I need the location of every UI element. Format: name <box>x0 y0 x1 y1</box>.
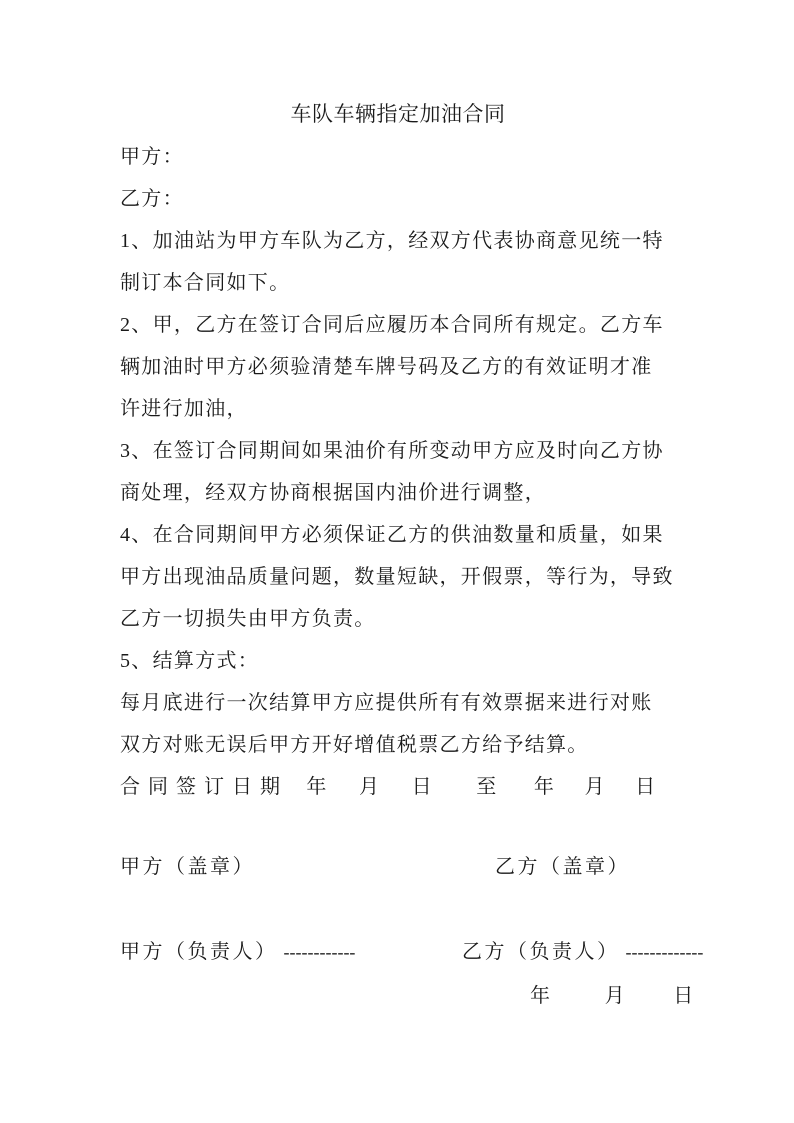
seal-row <box>120 846 676 888</box>
bottom-date-day: 日 <box>673 985 695 1007</box>
party-a-label: 甲方： <box>120 146 184 168</box>
clause-2-line-2: 辆加油时甲方必须验清楚车牌号码及乙方的有效证明才准 <box>120 356 653 378</box>
bottom-date-year: 年 <box>530 985 552 1007</box>
party-b-responsible-label: 乙方（负责人） <box>462 941 620 963</box>
sign-date-year-1: 年 <box>306 776 328 798</box>
clause-5 <box>120 640 676 682</box>
party-a-signature-line: ------------ <box>283 942 356 962</box>
settlement-paragraph <box>120 682 676 766</box>
party-b-label: 乙方： <box>120 188 184 210</box>
sign-date-year-2: 年 <box>533 776 556 798</box>
clause-1 <box>120 220 676 304</box>
sign-date-to: 至 <box>476 776 498 798</box>
responsible-row <box>120 931 704 973</box>
clause-2-line-3: 许进行加油， <box>120 398 248 420</box>
bottom-date-line <box>120 975 695 1017</box>
clause-2-line-1: 2、甲，乙方在签订合同后应履历本合同所有规定。乙方车 <box>120 314 664 336</box>
clause-3-line-2: 商处理，经双方协商根据国内油价进行调整， <box>120 482 546 504</box>
clause-4-line-1: 4、在合同期间甲方必须保证乙方的供油数量和质量，如果 <box>120 524 664 546</box>
sign-date-month-2: 月 <box>584 776 606 798</box>
clause-3-line-1: 3、在签订合同期间如果油价有所变动甲方应及时向乙方协 <box>120 440 664 462</box>
clause-1-line-2: 制订本合同如下。 <box>120 272 291 294</box>
sign-date-month-1: 月 <box>358 776 381 798</box>
clause-4-line-2: 甲方出现油品质量问题，数量短缺，开假票，等行为，导致 <box>120 566 674 588</box>
bottom-date-month: 月 <box>604 985 626 1007</box>
sign-date-day-2: 日 <box>635 776 657 798</box>
settlement-line-1: 每月底进行一次结算甲方应提供所有有效票据来进行对账 <box>120 692 653 714</box>
sign-date-label: 合同签订日期 <box>120 776 288 798</box>
party-a-seal-label: 甲方（盖章） <box>120 856 255 878</box>
party-b-signature-line: ------------- <box>625 942 704 962</box>
party-b-seal-label: 乙方（盖章） <box>495 856 630 878</box>
settlement-line-2: 双方对账无误后甲方开好增值税票乙方给予结算。 <box>120 734 589 756</box>
clause-4 <box>120 514 676 640</box>
party-b-responsible-wrap <box>462 931 703 973</box>
clause-5-heading: 5、结算方式： <box>120 650 260 672</box>
page-title: 车队车辆指定加油合同 <box>290 102 506 126</box>
clause-1-line-1: 1、加油站为甲方车队为乙方，经双方代表协商意见统一特 <box>120 230 664 252</box>
clause-4-line-3: 乙方一切损失由甲方负责。 <box>120 608 376 630</box>
contract-body <box>120 136 676 808</box>
clause-3 <box>120 430 676 514</box>
sign-date-line <box>120 766 676 808</box>
sign-date-day-1: 日 <box>411 776 433 798</box>
party-a-responsible-label: 甲方（负责人） <box>120 941 278 963</box>
clause-2 <box>120 304 676 430</box>
